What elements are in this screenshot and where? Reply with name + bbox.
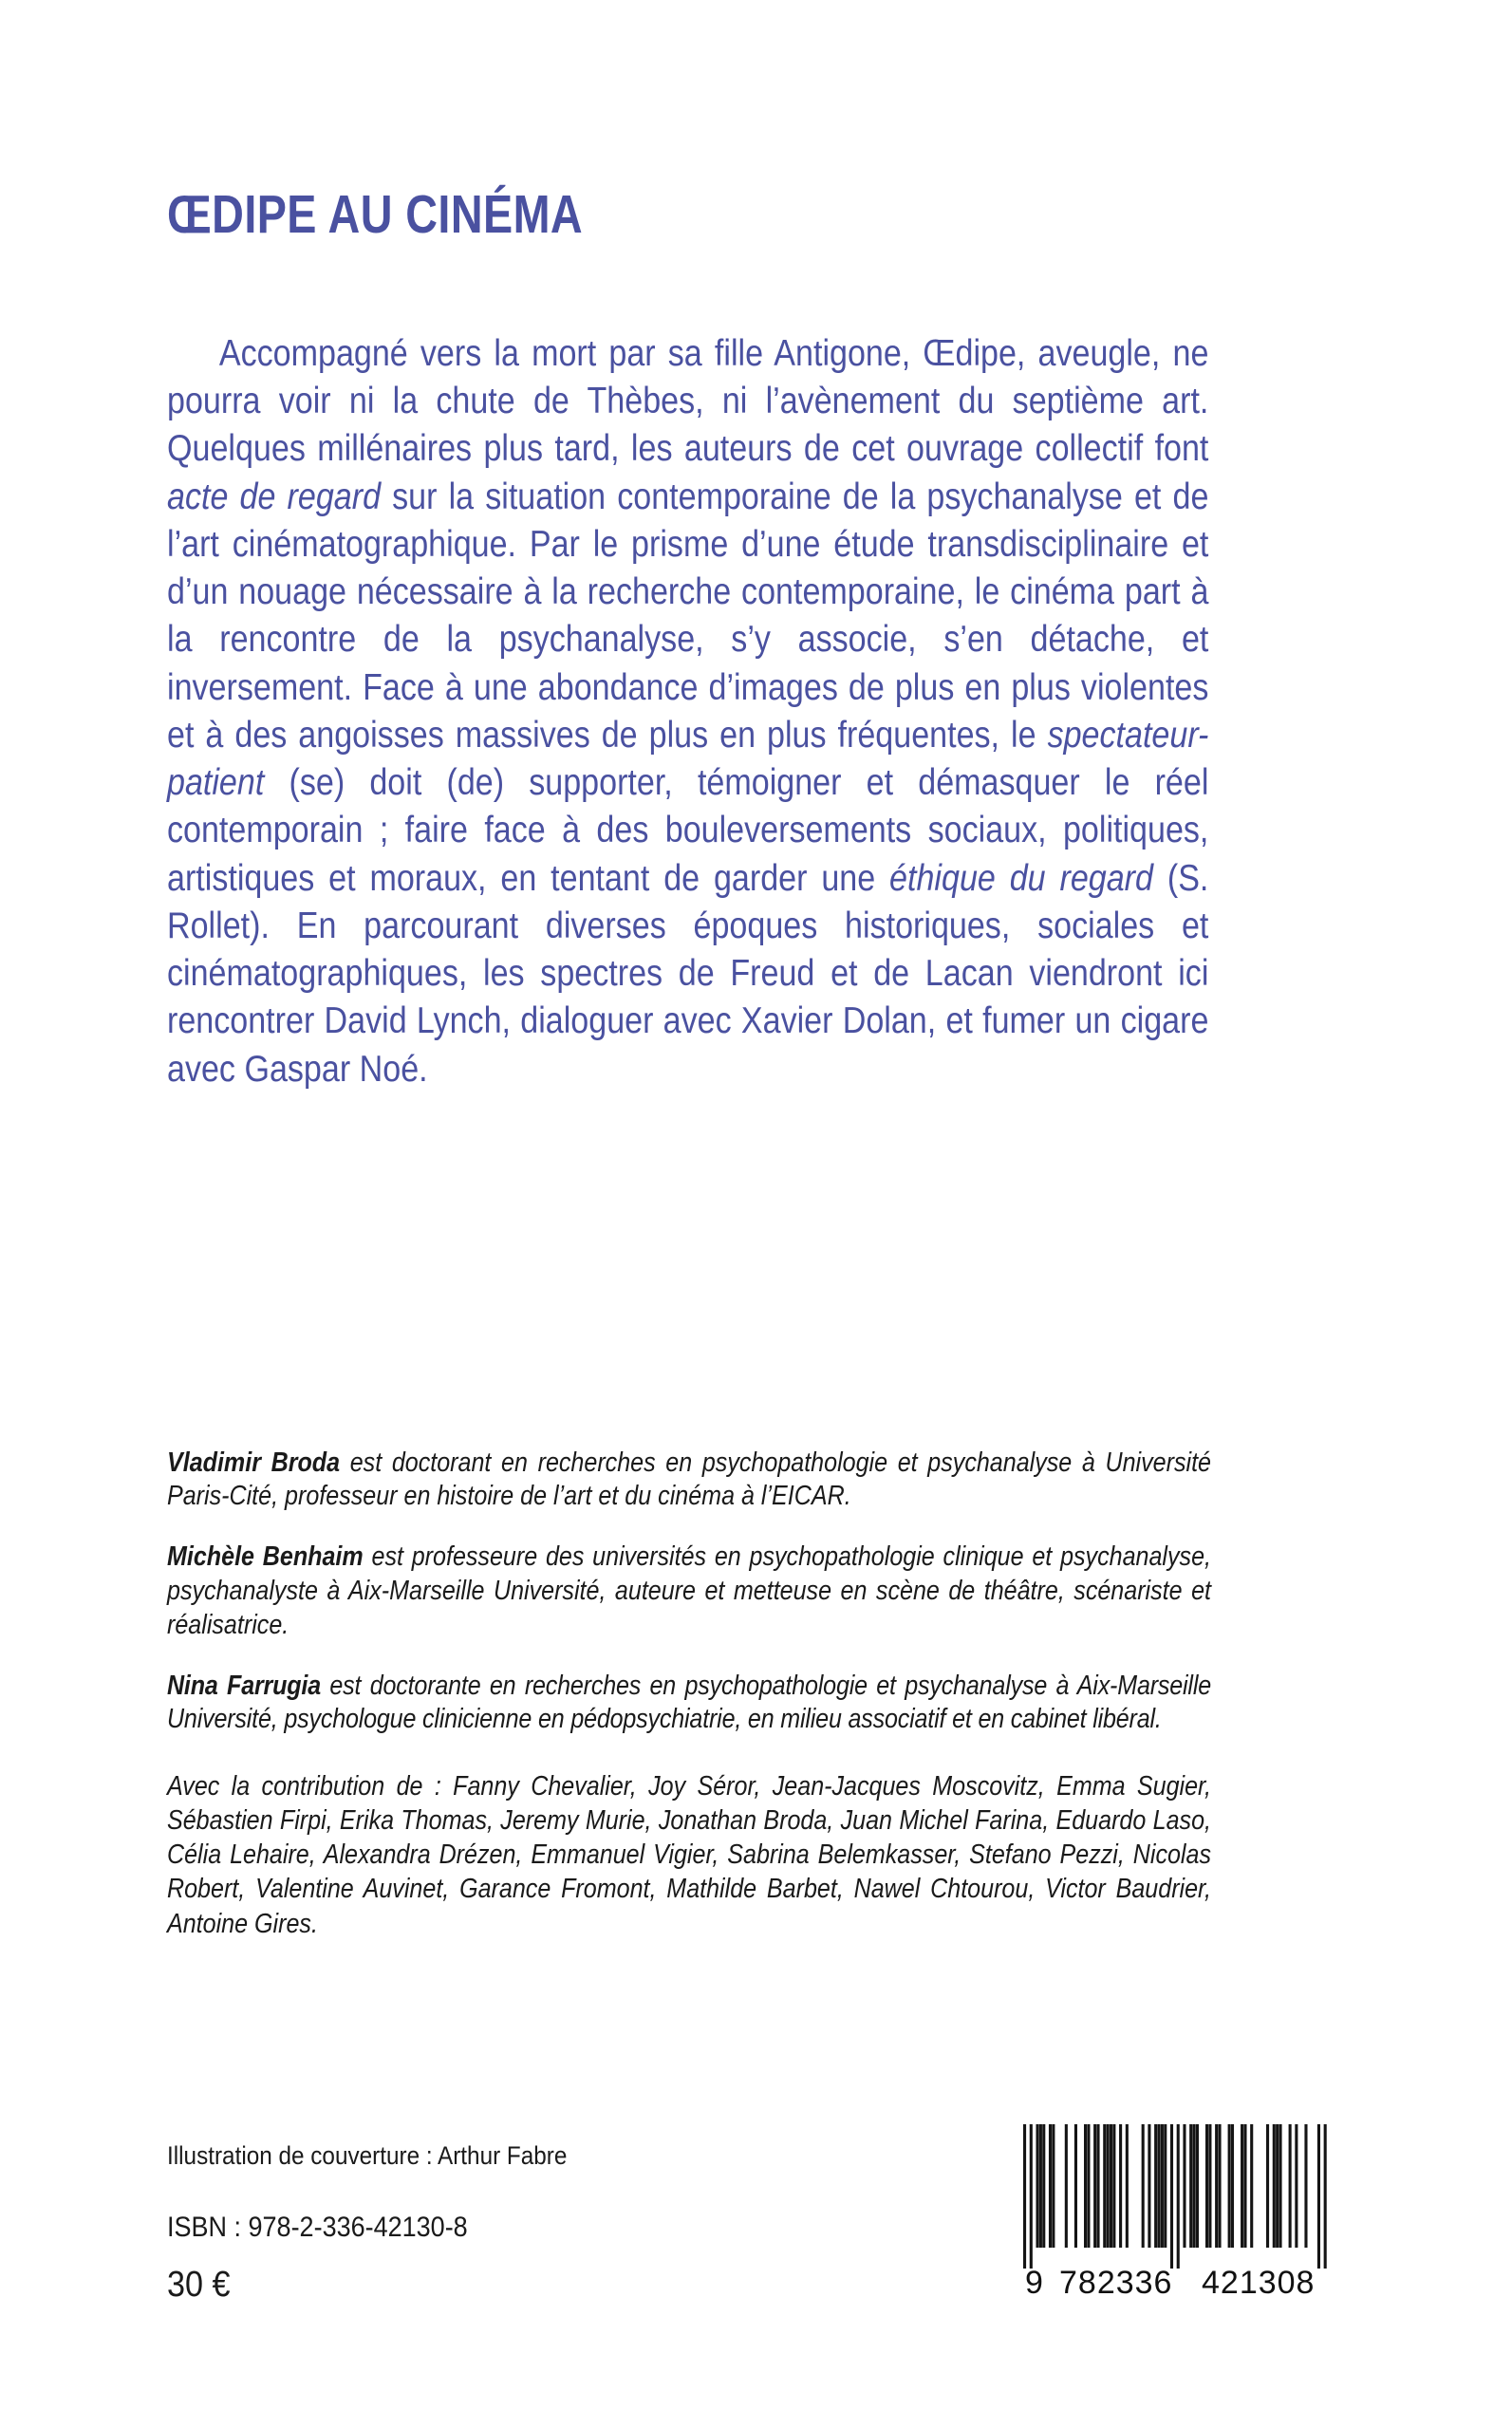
author-bios (167, 1419, 1353, 1968)
blurb-emphasis: éthique du regard (889, 857, 1153, 899)
bio-description: est doctorante en recherches en psychopathologie et psychanalyse à Aix-Marseille Université, psychologue clinicienne en pédopsychiatrie, en milieu associatif et en cabinet libéral. (167, 1670, 1211, 1735)
price-text: 30 € (167, 2265, 231, 2306)
blurb-emphasis: acte de regard (167, 476, 382, 517)
contributors-list: Avec la contribution de : Fanny Chevalier, Joy Séror, Jean-Jacques Moscovitz, Emma Sugier, Sébastien Firpi, Erika Thomas, Jeremy Murie, Jonathan Broda, Juan Michel Farina, Eduardo Laso, Célia Lehaire, Alexandra Drézen, Emmanuel Vigier, Sabrina Belemkasser, Stefano Pezzi, Nicolas Robert, Valentine Auvinet, Garance Fromont, Mathilde Barbet, Nawel Chtourou, Victor Baudrier, Antoine Gires. (167, 1770, 1211, 1939)
bio-author-name: Nina Farrugia (167, 1670, 321, 1701)
blurb-text: Accompagné vers la mort par sa fille Antigone, Œdipe, aveugle, ne pourra voir ni la chute de Thèbes, ni l’avènement du septième art. Quelques millénaires plus tard, les auteurs de cet ouvrage collectif font (167, 333, 1209, 470)
footer-info (167, 2140, 850, 2307)
barcode-digit-lead: 9 (1025, 2265, 1044, 2301)
bio-author-name: Michèle Benhaim (167, 1541, 364, 1573)
blurb-text: (se) doit (de) supporter, témoigner et démasquer le réel contemporain ; faire face à des bouleversements sociaux, politiques, artistiques et moraux, en tentant de garder une (167, 762, 1209, 899)
bio-entry (167, 1541, 1211, 1642)
blurb-text: (S. Rollet). En parcourant diverses époques historiques, sociales et cinématographiques, les spectres de Freud et de Lacan viendront ici rencontrer David Lynch, dialoguer avec Xavier Dolan, et fumer un cigare avec Gaspar Noé. (167, 857, 1209, 1090)
blurb-text: sur la situation contemporaine de la psychanalyse et de l’art cinématographique. Par le prisme d’une étude transdisciplinaire et d’un nouage nécessaire à la recherche contemporaine, le cinéma part à la rencontre de la psychanalyse, s’y associe, s’en détache, et inversement. Face à une abondance d’images de plus en plus violentes et à des angoisses massives de plus en plus fréquentes, le (167, 476, 1209, 756)
blurb-emphasis: spectateur-patient (167, 714, 1209, 804)
blurb-paragraph (167, 330, 1208, 1093)
barcode-digits-left: 782336 (1059, 2265, 1173, 2301)
page-title: ŒDIPE AU CINÉMA (167, 184, 584, 246)
ean13-barcode (1023, 2124, 1327, 2305)
bio-entry (167, 1670, 1211, 1737)
bio-description: est doctorant en recherches en psychopathologie et psychanalyse à Université Paris-Cité, professeur en histoire de l’art et du cinéma à l’EICAR. (167, 1447, 1211, 1512)
barcode-bars-icon (1023, 2124, 1327, 2269)
bio-author-name: Vladimir Broda (167, 1447, 341, 1478)
barcode-digits-right: 421308 (1202, 2265, 1316, 2301)
bio-description: est professeure des universités en psychopathologie clinique et psychanalyse, psychanalyste à Aix-Marseille Université, auteure et metteuse en scène de théâtre, scénariste et réalisatrice. (167, 1541, 1211, 1640)
barcode-digits (1023, 2265, 1327, 2303)
cover-illustration-credit: Illustration de couverture : Arthur Fabre (167, 2141, 568, 2170)
isbn-text: ISBN : 978-2-336-42130-8 (167, 2212, 468, 2244)
bio-entry (167, 1447, 1211, 1514)
